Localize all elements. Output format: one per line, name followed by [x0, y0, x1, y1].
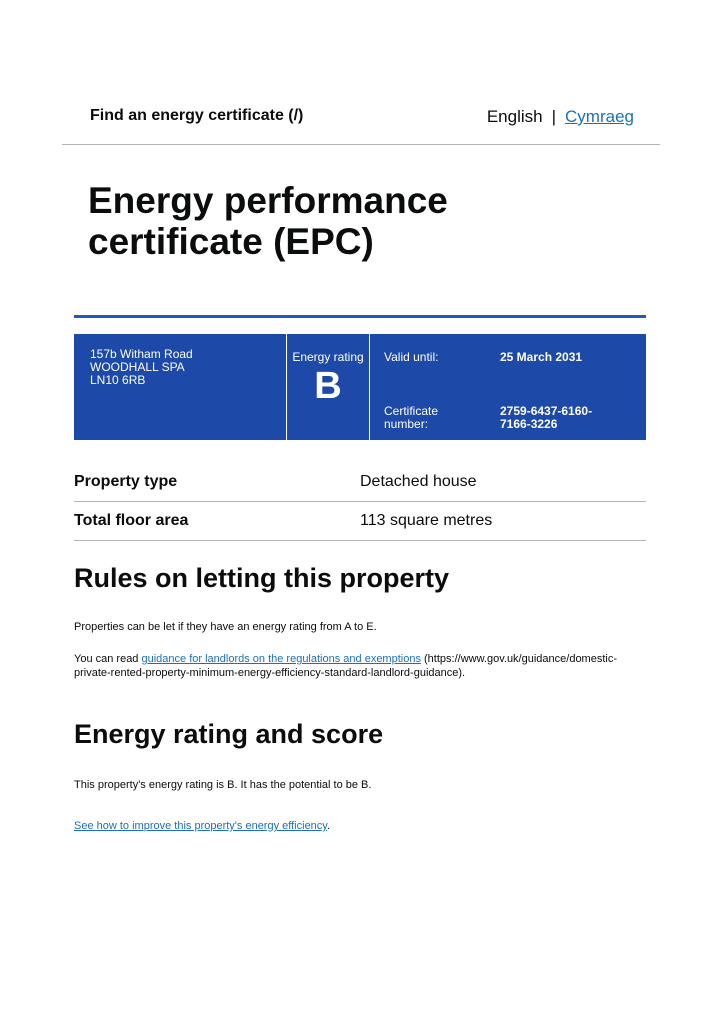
- rules-heading: Rules on letting this property: [74, 563, 450, 593]
- property-address: [74, 334, 285, 440]
- language-cymraeg-link[interactable]: Cymraeg: [565, 107, 634, 126]
- language-switcher: [487, 107, 634, 127]
- valid-until-label: Valid until:: [384, 350, 439, 364]
- summary-value: 113 square metres: [360, 512, 493, 529]
- rules-paragraph: Properties can be let if they have an energy rating from A to E.: [74, 621, 377, 633]
- energy-rating-letter: B: [314, 365, 342, 407]
- rating-paragraph: This property's energy rating is B. It has the potential to be B.: [74, 779, 372, 791]
- guidance-paragraph: [74, 652, 646, 680]
- rating-heading: Energy rating and score: [74, 719, 384, 749]
- language-english: English: [486, 107, 543, 126]
- address-line-2: WOODHALL SPA: [90, 360, 185, 374]
- section-divider: [74, 315, 646, 318]
- summary-label: Property type: [74, 473, 178, 490]
- summary-value: Detached house: [360, 473, 477, 490]
- guidance-prefix: You can read: [74, 653, 142, 665]
- energy-rating-label: Energy rating: [292, 350, 364, 364]
- improve-paragraph: [74, 819, 646, 833]
- certificate-meta: [370, 334, 646, 440]
- summary-label: Total floor area: [74, 512, 189, 529]
- energy-rating-cell: [286, 334, 370, 440]
- page-title: Energy performance certificate (EPC): [88, 180, 448, 262]
- improve-link-suffix: .: [326, 820, 331, 832]
- valid-until-value: 25 March 2031: [500, 350, 583, 364]
- improve-efficiency-link[interactable]: See how to improve this property's energy efficiency: [74, 820, 327, 832]
- service-name-link[interactable]: Find an energy certificate (/): [90, 107, 304, 124]
- site-header: [62, 100, 660, 145]
- landlord-guidance-link[interactable]: guidance for landlords on the regulations and exemptions: [141, 653, 421, 665]
- address-line-1: 157b Witham Road: [90, 347, 193, 361]
- summary-row-floor-area: [74, 502, 646, 541]
- guidance-url: (https://www.gov.uk/guidance/domestic-private-rented-property-minimum-energy-efficiency-standard-landlord-guidance).: [74, 653, 618, 679]
- address-postcode: LN10 6RB: [90, 373, 146, 387]
- certificate-number-label: Certificate number:: [384, 404, 439, 431]
- language-separator: |: [551, 107, 557, 126]
- epc-summary-box: [74, 334, 646, 440]
- certificate-number-value: 2759-6437-6160-7166-3226: [500, 404, 593, 431]
- summary-row-property-type: [74, 463, 646, 502]
